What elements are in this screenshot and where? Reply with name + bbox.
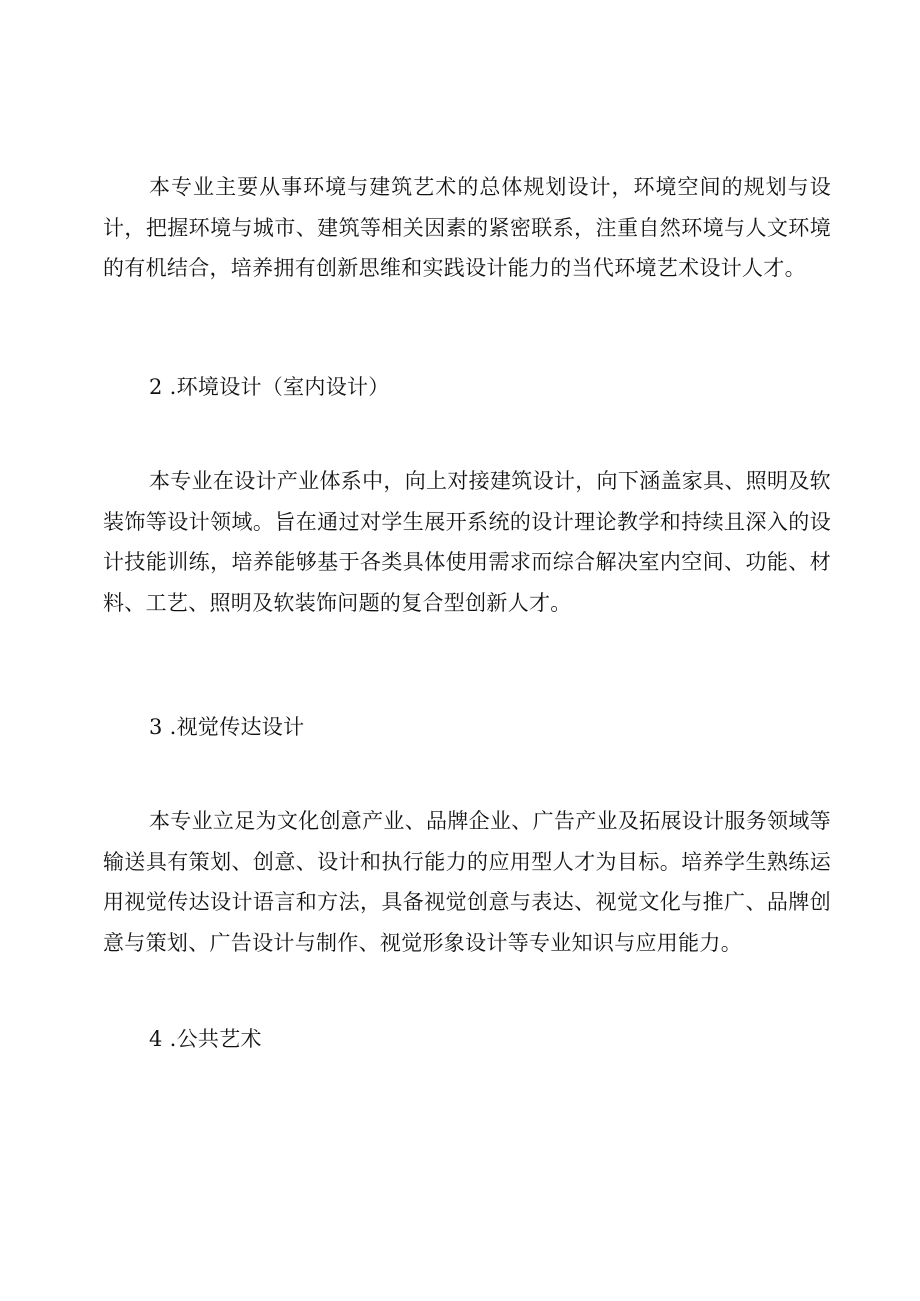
paragraph-interior-design: 本专业在设计产业体系中，向上对接建筑设计，向下涵盖家具、照明及软装饰等设计领域。旨在通过对学生展开系统的设计理论教学和持续且深入的设计技能训练，培养能够基于各类具体使用需求而综合解决室内空间、功能、材料、工艺、照明及软装饰问题的复合型创新人才。	[103, 469, 831, 615]
section-heading-visual-communication: 3 .视觉传达设计	[149, 715, 305, 739]
section-heading-environmental-design: 2 .环境设计（室内设计）	[149, 375, 390, 399]
paragraph-environmental-art: 本专业主要从事环境与建筑艺术的总体规划设计，环境空间的规划与设计，把握环境与城市、建筑等相关因素的紧密联系，注重自然环境与人文环境的有机结合，培养拥有创新思维和实践设计能力的当代环境艺术设计人才。	[103, 175, 831, 280]
section-heading-public-art: 4 .公共艺术	[149, 1027, 262, 1051]
paragraph-visual-communication: 本专业立足为文化创意产业、品牌企业、广告产业及拓展设计服务领域等输送具有策划、创意、设计和执行能力的应用型人才为目标。培养学生熟练运用视觉传达设计语言和方法，具备视觉创意与表达、视觉文化与推广、品牌创意与策划、广告设计与制作、视觉形象设计等专业知识与应用能力。	[103, 809, 831, 955]
